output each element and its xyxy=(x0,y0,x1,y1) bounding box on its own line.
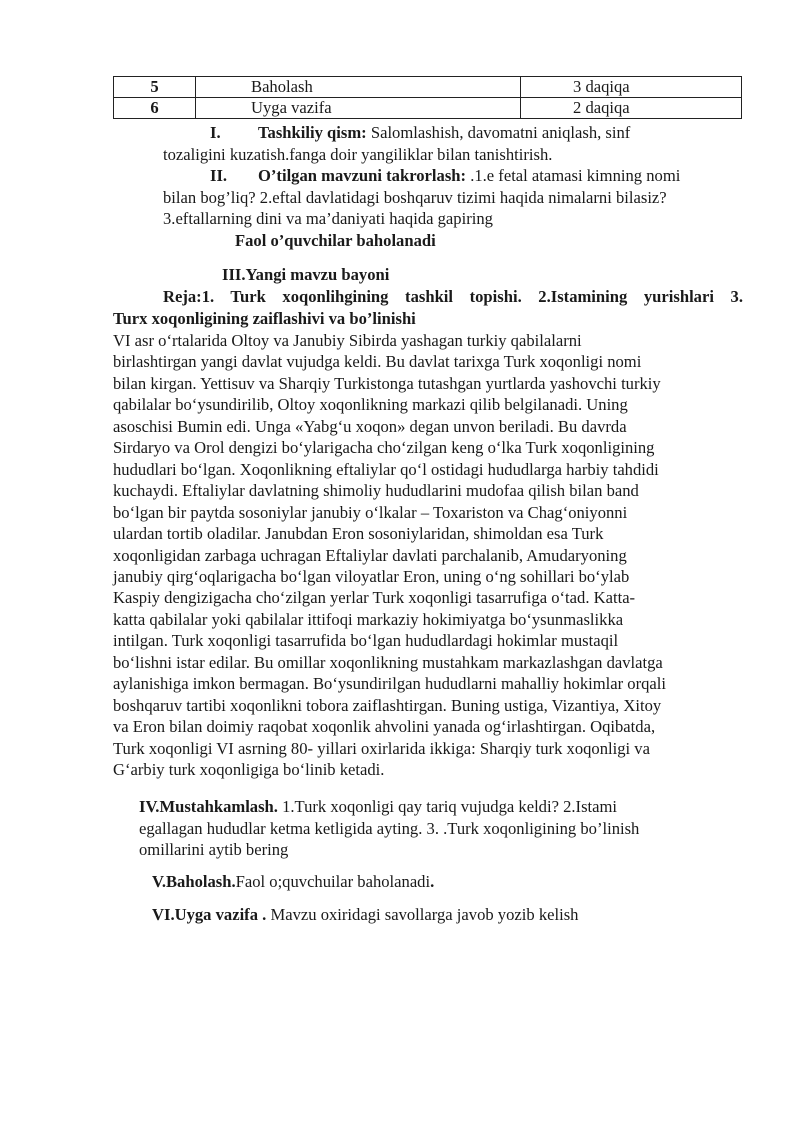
body-line: qabilalar bo‘ysundirilib, Oltoy xoqonlikning markazi qilib belgilanadi. Uning xyxy=(113,395,628,415)
body-line: birlashtirgan yangi davlat vujudga keldi. Bu davlat tarixga Turk xoqonligi nomi xyxy=(113,352,642,372)
section-4-title: IV.Mustahkamlash. xyxy=(139,797,278,816)
schedule-table xyxy=(113,76,742,119)
section-1-text-cont: tozaligini kuzatish.fanga doir yangiliklar bilan tanishtirish. xyxy=(163,145,553,164)
plan-line: Reja:1. Turk xoqonlihgining tashkil topishi. 2.Istamining yurishlari 3. xyxy=(163,287,743,306)
section-2-text-cont: bilan bog’liq? 2.eftal davlatidagi boshqaruv tizimi haqida nimalarni bilasiz? xyxy=(163,188,667,207)
section-6-text: Mavzu oxiridagi savollarga javob yozib kelish xyxy=(270,905,579,924)
body-line: asoschisi Bumin edi. Unga «Yabg‘u xoqon» degan unvon beriladi. Bu davrda xyxy=(113,416,627,436)
body-line: katta qabilalar yoki qabilalar ittifoqi markaziy hokimiyatga bo‘ysunmaslikka xyxy=(113,609,624,629)
section-2-title: O’tilgan mavzuni takrorlash: xyxy=(258,166,467,185)
body-line: Sirdaryo va Orol dengizi bo‘ylarigacha cho‘zilgan keng o‘lka Turk xoqonligining xyxy=(113,438,655,458)
section-6-title: VI.Uyga vazifa . xyxy=(152,905,267,924)
body-line: kuchaydi. Eftaliylar davlatning shimoliy hududlarini mudofaa qilish bilan band xyxy=(113,481,639,501)
body-line: janubiy qirg‘oqlarigacha bo‘lgan viloyatlar Eron, uning o‘ng sohillari bo‘ylab xyxy=(113,566,630,586)
body-line: hududlari bo‘lgan. Xoqonlikning eftaliylar qo‘l ostidagi hududlarga harbiy tahdidi xyxy=(113,459,659,479)
section-4-text: 1.Turk xoqonligi qay tariq vujudga keldi? 2.Istami xyxy=(282,797,618,816)
section-2-number: II. xyxy=(210,166,228,185)
section-1-text: Salomlashish, davomatni aniqlash, sinf xyxy=(370,123,631,142)
section-5-title: V.Baholash. xyxy=(152,872,236,891)
section-1-title: Tashkiliy qism: xyxy=(258,123,367,142)
section-1-number: I. xyxy=(210,123,221,142)
section-5-text: Faol o;quvchuilar baholanadi xyxy=(235,872,431,891)
section-3-title: III.Yangi mavzu bayoni xyxy=(222,265,390,284)
row-stage: Uyga vazifa xyxy=(196,98,521,119)
body-line: intilgan. Turk xoqonligi tasarrufida bo‘lgan hududlardagi hokimlar mustaqil xyxy=(113,631,619,651)
body-line: boshqaruv tartibi xoqonlikni tobora zaiflashtirgan. Buning ustiga, Vizantiya, Xitoy xyxy=(113,695,662,715)
section-4-heading xyxy=(139,796,617,817)
section-4-text-cont: omillarini aytib bering xyxy=(139,840,289,859)
section-5-heading xyxy=(152,871,434,892)
row-time: 3 daqiqa xyxy=(521,77,742,98)
body-line: Turk xoqonligi VI asrning 80- yillari oxirlarida ikkiga: Sharqiy turk xoqonligi va xyxy=(113,738,650,758)
section-2-heading xyxy=(258,165,680,186)
section-2-text: .1.e fetal atamasi kimning nomi xyxy=(470,166,681,185)
body-line: va Eron bilan doimiy raqobat xoqonlik ahvolini yanada og‘irlashtirgan. Oqibatda, xyxy=(113,717,656,737)
body-line: Kaspiy dengizigacha cho‘zilgan yerlar Turk xoqonligi tasarrufiga o‘tad. Katta- xyxy=(113,588,636,608)
section-6-heading xyxy=(152,904,578,925)
table-row xyxy=(114,98,742,119)
body-line: bo‘lishni istar edilar. Bu omillar xoqonlikning mustahkam markazlashgan davlatga xyxy=(113,652,663,672)
body-line: ulardan tortib oladilar. Janubdan Eron sosoniylaridan, shimoldan esa Turk xyxy=(113,524,604,544)
body-line: G‘arbiy turk xoqonligiga bo‘linib ketadi. xyxy=(113,760,385,779)
table-row xyxy=(114,77,742,98)
section-5-end: . xyxy=(430,872,435,891)
row-number: 5 xyxy=(114,77,196,98)
row-number: 6 xyxy=(114,98,196,119)
body-line: aylanishiga imkon bermagan. Bo‘ysundirilgan hududlarni mahalliy hokimlar orqali xyxy=(113,674,667,694)
row-time: 2 daqiqa xyxy=(521,98,742,119)
faol-note: Faol o’quvchilar baholanadi xyxy=(235,231,436,250)
body-line: bilan kirgan. Yettisuv va Sharqiy Turkistonga tutashgan yurtlarda yashovchi turkiy xyxy=(113,373,661,393)
body-line: bo‘lgan bir paytda sosoniylar janubiy o‘lkalar – Toxariston va Chag‘oniyonni xyxy=(113,502,628,522)
section-4-text-cont: egallagan hududlar ketma ketligida ayting. 3. .Turk xoqonligining bo’linish xyxy=(139,819,640,838)
body-line: xoqonligidan zarbaga uchragan Eftaliylar davlati parchalanib, Amudaryoning xyxy=(113,545,627,565)
row-stage: Baholash xyxy=(196,77,521,98)
section-2-text-cont: 3.eftallarning dini va ma’daniyati haqida gapiring xyxy=(163,209,493,228)
plan-line-cont: Turx xoqonligining zaiflashivi va bo’linishi xyxy=(113,309,416,328)
body-line: VI asr o‘rtalarida Oltoy va Janubiy Sibirda yashagan turkiy qabilalarni xyxy=(113,331,582,350)
section-1-heading xyxy=(258,122,630,143)
